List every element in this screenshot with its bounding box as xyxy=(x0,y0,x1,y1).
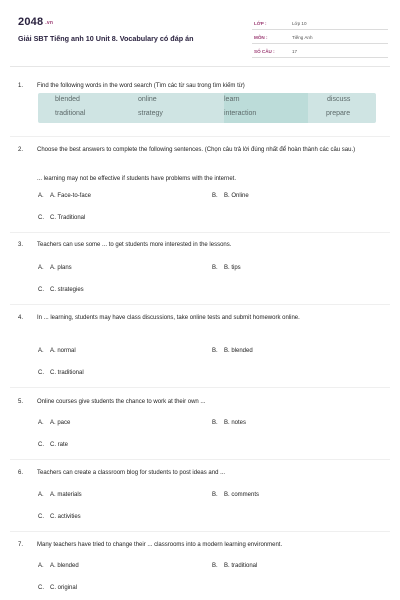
option-text: A. plans xyxy=(50,265,72,271)
option-letter: B. xyxy=(212,348,218,354)
answer-option-b[interactable] xyxy=(212,193,249,199)
option-text: A. Face-to-face xyxy=(50,193,92,199)
option-letter: C. xyxy=(38,370,44,376)
option-letter: A. xyxy=(38,193,44,199)
answer-option-b[interactable] xyxy=(212,348,253,354)
option-text: B. notes xyxy=(224,420,247,426)
word-cell: interaction xyxy=(224,110,257,117)
question-text: Find the following words in the word search (Tìm các từ sau trong tìm kiếm từ) xyxy=(37,83,245,89)
option-letter: C. xyxy=(38,215,44,221)
question-text: Teachers can use some ... to get students more interested in the lessons. xyxy=(37,242,232,248)
answer-option-c[interactable] xyxy=(38,514,81,520)
option-letter: B. xyxy=(212,492,218,498)
option-text: C. strategies xyxy=(50,287,84,293)
answer-option-c[interactable] xyxy=(38,442,68,448)
option-letter: A. xyxy=(38,420,44,426)
answer-option-b[interactable] xyxy=(212,420,246,426)
option-text: A. pace xyxy=(50,420,71,426)
question-number: 4. xyxy=(18,315,24,321)
meta-key: SỐ CÂU : xyxy=(254,49,275,54)
word-cell: blended xyxy=(55,96,80,103)
option-letter: B. xyxy=(212,265,218,271)
answer-option-a[interactable] xyxy=(38,563,79,569)
answer-option-b[interactable] xyxy=(212,563,257,569)
meta-value: Tiếng Anh xyxy=(292,35,313,40)
question-number: 5. xyxy=(18,399,24,405)
option-text: C. rate xyxy=(50,442,69,448)
answer-option-a[interactable] xyxy=(38,265,72,271)
meta-key: LỚP : xyxy=(254,21,267,26)
question-subtext: ... learning may not be effective if students have problems with the internet. xyxy=(37,176,236,182)
option-text: C. Traditional xyxy=(50,215,86,221)
option-text: B. tips xyxy=(224,265,241,271)
option-letter: A. xyxy=(38,348,44,354)
option-letter: B. xyxy=(212,420,218,426)
logo-tld: .vn xyxy=(45,20,54,26)
meta-row-count xyxy=(252,44,388,58)
page-title: Giải SBT Tiếng anh 10 Unit 8. Vocabulary có đáp án xyxy=(18,34,194,43)
site-logo[interactable] xyxy=(18,16,53,28)
divider xyxy=(10,387,390,388)
divider xyxy=(10,459,390,460)
option-text: B. blended xyxy=(224,348,253,354)
option-text: B. traditional xyxy=(224,563,258,569)
question-number: 6. xyxy=(18,470,24,476)
divider xyxy=(10,232,390,233)
meta-row-class xyxy=(252,16,388,30)
option-text: A. normal xyxy=(50,348,76,354)
word-cell: traditional xyxy=(55,110,86,117)
option-letter: C. xyxy=(38,514,44,520)
word-cell: strategy xyxy=(138,110,163,117)
option-letter: B. xyxy=(212,193,218,199)
option-text: B. Online xyxy=(224,193,249,199)
answer-option-c[interactable] xyxy=(38,370,84,376)
question-number: 7. xyxy=(18,542,24,548)
answer-option-c[interactable] xyxy=(38,215,85,221)
option-letter: B. xyxy=(212,563,218,569)
option-letter: C. xyxy=(38,287,44,293)
option-letter: C. xyxy=(38,442,44,448)
question-text: Online courses give students the chance to work at their own ... xyxy=(37,399,206,405)
answer-option-a[interactable] xyxy=(38,193,91,199)
answer-option-b[interactable] xyxy=(212,265,241,271)
option-text: A. blended xyxy=(50,563,79,569)
option-text: B. comments xyxy=(224,492,260,498)
meta-row-subject xyxy=(252,30,388,44)
answer-option-b[interactable] xyxy=(212,492,259,498)
word-cell: prepare xyxy=(326,110,351,117)
question-text: Teachers can create a classroom blog for students to post ideas and ... xyxy=(37,470,226,476)
option-text: C. activities xyxy=(50,514,81,520)
word-cell: online xyxy=(138,96,157,103)
option-text: A. materials xyxy=(50,492,82,498)
answer-option-c[interactable] xyxy=(38,287,84,293)
option-letter: A. xyxy=(38,563,44,569)
option-letter: C. xyxy=(38,585,44,591)
option-text: C. original xyxy=(50,585,78,591)
option-text: C. traditional xyxy=(50,370,84,376)
question-text: In ... learning, students may have class discussions, take online tests and submit homework online. xyxy=(37,315,300,321)
meta-value: Lớp 10 xyxy=(292,21,307,26)
meta-info xyxy=(252,16,388,58)
question-number: 2. xyxy=(18,147,24,153)
question-number: 3. xyxy=(18,242,24,248)
question-text: Choose the best answers to complete the following sentences. (Chọn câu trả lời đúng nhất để hoàn thành các câu sau.) xyxy=(37,147,356,153)
word-cell: discuss xyxy=(327,96,351,103)
answer-option-a[interactable] xyxy=(38,348,76,354)
word-cell: learn xyxy=(224,96,240,103)
option-letter: A. xyxy=(38,492,44,498)
option-letter: A. xyxy=(38,265,44,271)
meta-key: MÔN : xyxy=(254,35,268,40)
divider xyxy=(10,531,390,532)
meta-value: 17 xyxy=(292,49,298,54)
divider xyxy=(10,304,390,305)
answer-option-a[interactable] xyxy=(38,492,82,498)
answer-option-a[interactable] xyxy=(38,420,70,426)
header-divider xyxy=(10,66,390,67)
header xyxy=(10,12,390,62)
logo-text: 2048 xyxy=(18,16,44,28)
answer-option-c[interactable] xyxy=(38,585,77,591)
question-number: 1. xyxy=(18,83,24,89)
divider xyxy=(10,136,390,137)
word-search-table xyxy=(38,93,376,123)
question-text: Many teachers have tried to change their ... classrooms into a modern learning environment. xyxy=(37,542,283,548)
